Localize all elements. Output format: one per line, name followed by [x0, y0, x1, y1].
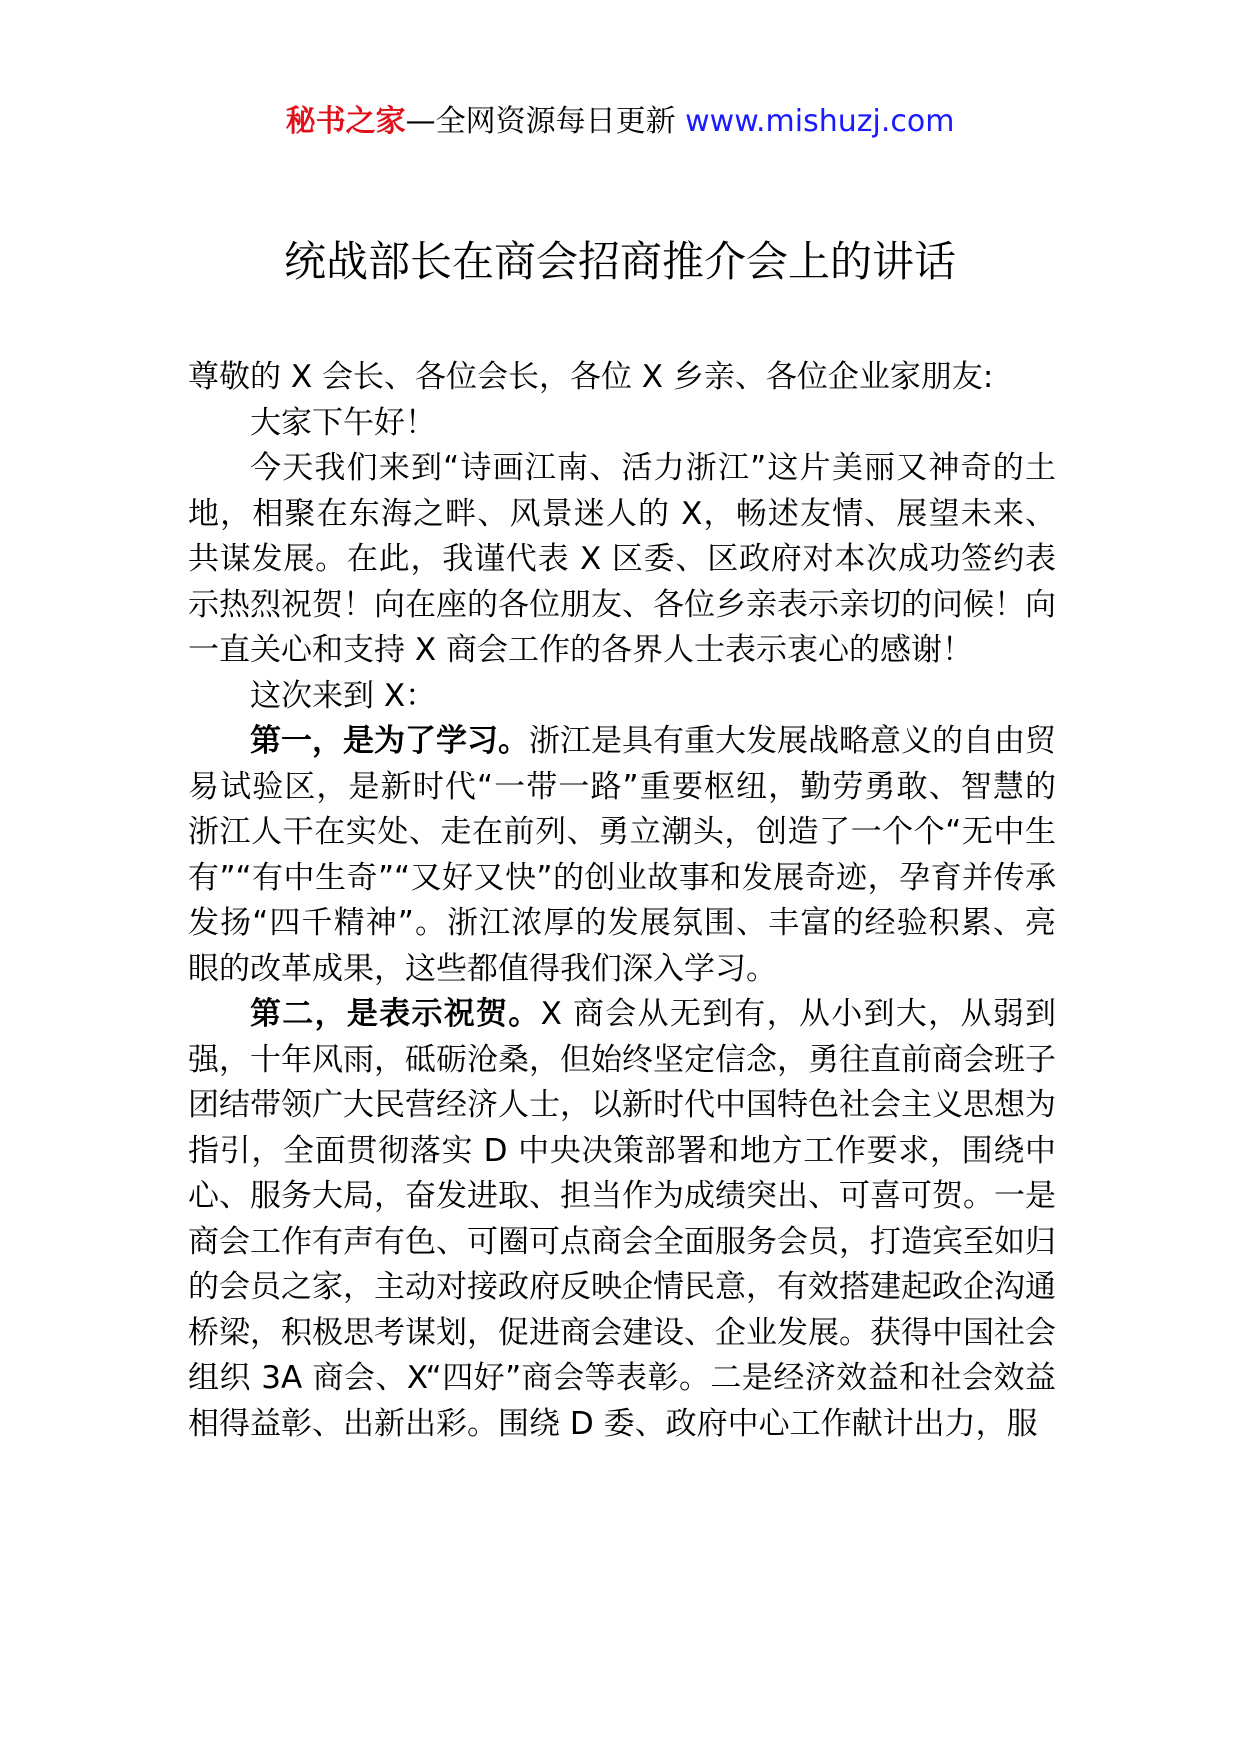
salutation: 尊敬的 X 会长、各位会长，各位 X 乡亲、各位企业家朋友: — [188, 359, 994, 395]
document-body — [188, 355, 1056, 1447]
paragraph-4-lead: 第二，是表示祝贺。 — [250, 996, 541, 1032]
greeting: 大家下午好！ — [250, 404, 436, 441]
paragraph-1: 今天我们来到“诗画江南、活力浙江”这片美丽又神奇的土地，相聚在东海之畔、风景迷人的 X，畅述友情、展望未来、共谋发展。在此，我谨代表 X 区委、区政府对本次成功签约表示热烈祝贺！向在座的各位朋友、各位乡亲表示亲切的问候！向一直关心和支持 X 商会工作的各界人士表示衷心的感谢！ — [188, 450, 1056, 668]
header-tagline: —全网资源每日更新 — [405, 104, 686, 139]
paragraph-3-lead: 第一，是为了学习。 — [250, 723, 529, 759]
document-title: 统战部长在商会招商推介会上的讲话 — [283, 237, 956, 286]
page-header — [0, 100, 1240, 144]
header-brand: 秘书之家 — [285, 104, 406, 139]
paragraph-3-text: 浙江是具有重大发展战略意义的自由贸易试验区，是新时代“一带一路”重要枢纽，勤劳勇敢、智慧的浙江人干在实处、走在前列、勇立潮头，创造了一个个“无中生有”“有中生奇”“又好又快”的创业故事和发展奇迹，孕育并传承发扬“四千精神”。浙江浓厚的发展氛围、丰富的经验积累、亮眼的改革成果，这些都值得我们深入学习。 — [188, 723, 1056, 987]
paragraph-2: 这次来到 X： — [250, 677, 437, 714]
paragraph-3 — [188, 719, 1056, 992]
header-url[interactable]: www.mishuzj.com — [685, 104, 955, 139]
paragraph-4 — [188, 992, 1056, 1447]
paragraph-4-text: X 商会从无到有，从小到大，从弱到强，十年风雨，砥砺沧桑，但始终坚定信念，勇往直前商会班子团结带领广大民营经济人士，以新时代中国特色社会主义思想为指引，全面贯彻落实 D 中央决策部署和地方工作要求，围绕中心、服务大局，奋发进取、担当作为成绩突出、可喜可贺。一是商会工作有声有色、可圈可点商会全面服务会员，打造宾至如归的会员之家，主动对接政府反映企情民意，有效搭建起政企沟通桥梁，积极思考谋划，促进商会建设、企业发展。获得中国社会组织 3A 商会、X“四好”商会等表彰。二是经济效益和社会效益相得益彰、出新出彩。围绕 D 委、政府中心工作献计出力，服 — [188, 996, 1056, 1442]
